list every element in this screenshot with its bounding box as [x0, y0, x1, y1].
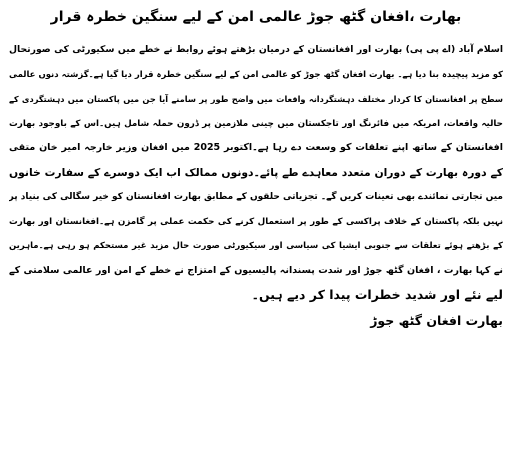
article-line: نے کہا بھارت ، افغان گٹھ جوڑ اور شدت پسندانہ پالیسیوں کے امتزاج نے خطے کے امن اور عالمی سلامتی کے	[9, 264, 503, 276]
article-line: نہیں بلکہ پاکستان کے خلاف پراکسی کے طور پر استعمال کرنے کی حکمت عملی پر گامزن ہے۔افغانستان اور بھارت	[9, 216, 503, 227]
article-line: میں تجارتی نمائندے بھی تعینات کریں گے۔ تجزیاتی حلقوں کے مطابق بھارت افغانستان کو خیر سگالی کی بنیاد پر	[9, 192, 503, 202]
article-line: افغانستان کے ساتھ اپنے تعلقات کو وسعت دے رہا ہے۔اکتوبر 2025 میں افغان وزیر خارجہ امیر خان متقی	[9, 142, 503, 153]
article-line: لیے نئے اور شدید خطرات پیدا کر دیے ہیں۔	[251, 287, 503, 302]
article-line: کو مزید پیچیدہ بنا دیا ہے۔ بھارت افغان گٹھ جوڑ کو عالمی امن کے لیے سنگین خطرہ قرار دیا گیا ہے۔گزشتہ دنوں عالمی	[9, 69, 503, 80]
article-line: کے بڑھتے ہوئے تعلقات سے جنوبی ایشیا کی سیاسی اور سیکیورٹی صورت حال مزید غیر مستحکم ہو رہی ہے۔ماہرین	[9, 241, 503, 251]
article-footer-tag: بھارت افغان گٹھ جوڑ	[370, 312, 503, 328]
article-body	[9, 38, 503, 308]
article-line: سطح پر افغانستان کا کردار مختلف دہشتگردانہ واقعات میں واضح طور پر سامنے آیا جن میں پاکستان میں دہشتگردی کے	[9, 94, 503, 104]
article-headline: بھارت ،افغان گٹھ جوڑ عالمی امن کے لیے سنگین خطرہ قرار	[50, 9, 462, 25]
article-line: حالیہ واقعات، امریکہ میں فائرنگ اور تاجکستان میں چینی ملازمین پر ڈرون حملہ شامل ہیں۔اس کے باوجود بھارت	[9, 118, 503, 129]
article-line: کے دورہ بھارت کے دوران متعدد معاہدے طے پائے۔دونوں ممالک اب ایک دوسرے کے سفارت خانوں	[9, 165, 503, 179]
article-line: اسلام آباد (اے پی پی) بھارت اور افغانستان کے درمیان بڑھتے ہوئے روابط نے خطے میں سکیورٹی کی صورتحال	[9, 44, 503, 55]
